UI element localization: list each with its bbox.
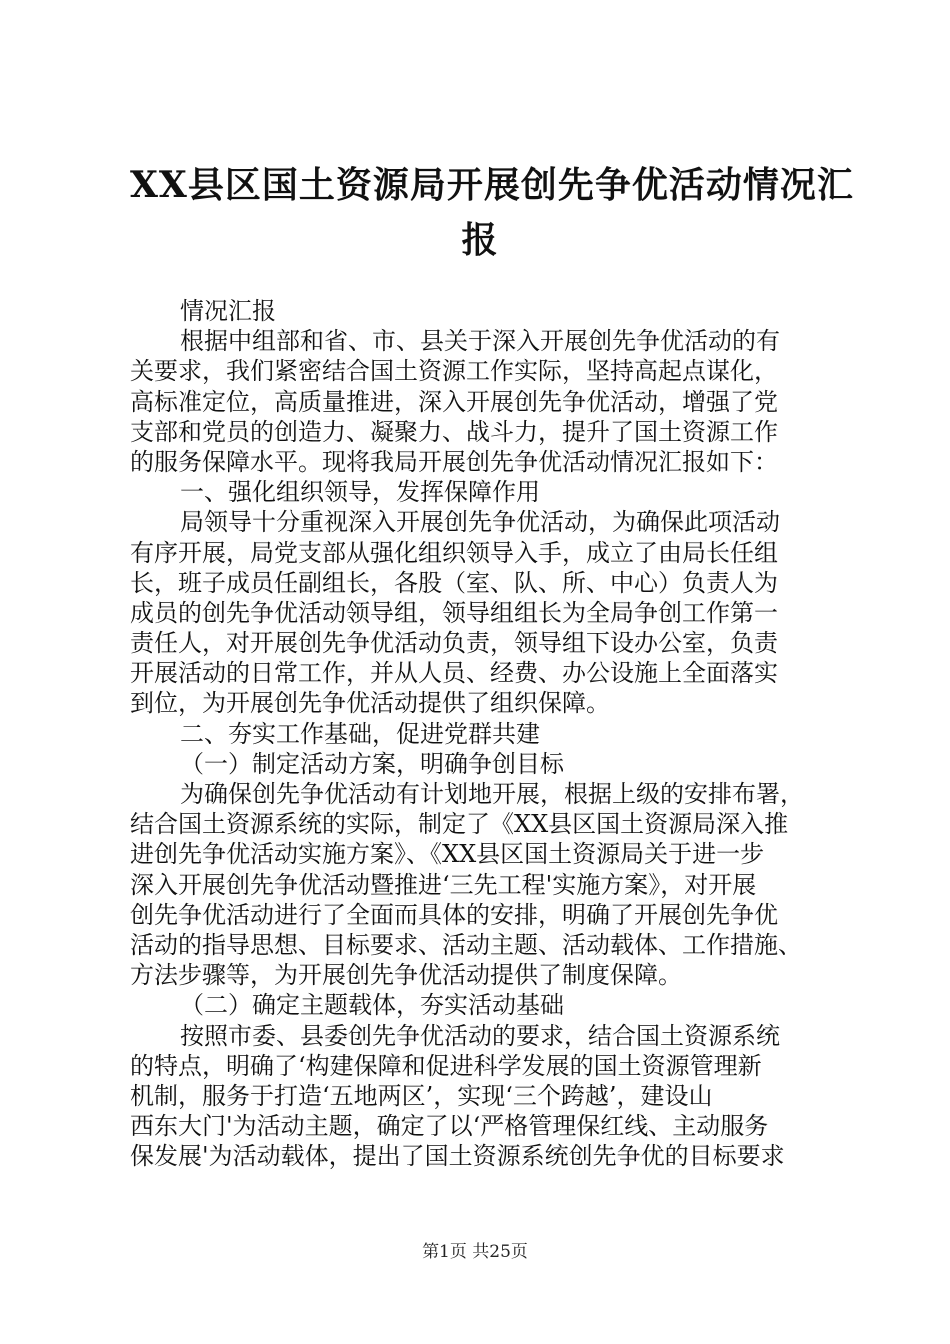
body-line: 保发展'为活动载体，提出了国土资源系统创先争优的目标要求	[130, 1142, 785, 1171]
body-line: 情况汇报	[180, 297, 276, 325]
body-line: 到位，为开展创先争优活动提供了组织保障。	[130, 689, 610, 718]
body-line: 结合国土资源系统的实际，制定了《XX县区国土资源局深入推	[130, 810, 789, 839]
body-line: 根据中组部和省、市、县关于深入开展创先争优活动的有	[180, 327, 780, 356]
body-line: 为确保创先争优活动有计划地开展，根据上级的安排布署，	[180, 780, 804, 808]
body-line: 责任人，对开展创先争优活动负责，领导组下设办公室，负责	[130, 629, 778, 658]
body-line: 的特点，明确了‘构建保障和促进科学发展的国土资源管理新	[130, 1051, 762, 1080]
body-line: 机制，服务于打造‘五地两区’，实现‘三个跨越’，建设山	[130, 1081, 713, 1110]
body-line: 活动的指导思想、目标要求、活动主题、活动载体、工作措施、	[130, 930, 802, 959]
document-title-line-2: 报	[461, 219, 499, 261]
body-line: 关要求，我们紧密结合国土资源工作实际，坚持高起点谋化，	[130, 357, 778, 386]
page-footer: 第1页 共25页	[422, 1242, 528, 1262]
document-title-line-1: XX县区国土资源局开展创先争优活动情况汇	[130, 164, 854, 206]
body-line: 局领导十分重视深入开展创先争优活动，为确保此项活动	[180, 508, 780, 537]
body-line: 深入开展创先争优活动暨推进‘三先工程'实施方案》，对开展	[130, 870, 757, 899]
body-line: 方法步骤等，为开展创先争优活动提供了制度保障。	[130, 961, 682, 990]
body-line: 进创先争优活动实施方案》、《XX县区国土资源局关于进一步	[130, 840, 765, 869]
body-line: 支部和党员的创造力、凝聚力、战斗力，提升了国土资源工作	[130, 417, 778, 446]
body-line: 创先争优活动进行了全面而具体的安排，明确了开展创先争优	[130, 900, 778, 929]
body-line: 高标准定位，高质量推进，深入开展创先争优活动，增强了党	[130, 387, 778, 416]
body-line: 一、强化组织领导，发挥保障作用	[180, 478, 540, 507]
body-line: 成员的创先争优活动领导组，领导组组长为全局争创工作第一	[130, 598, 778, 627]
body-line: 按照市委、县委创先争优活动的要求，结合国土资源系统	[180, 1021, 780, 1050]
body-line: 的服务保障水平。现将我局开展创先争优活动情况汇报如下：	[130, 447, 778, 476]
body-line: 长，班子成员任副组长，各股（室、队、所、中心）负责人为	[130, 568, 778, 597]
body-line: 有序开展，局党支部从强化组织领导入手，成立了由局长任组	[130, 538, 778, 567]
body-line: 西东大门'为活动主题，确定了以‘严格管理保红线、主动服务	[130, 1112, 769, 1141]
document-body	[130, 296, 835, 1171]
body-line: （二）确定主题载体，夯实活动基础	[180, 991, 564, 1020]
body-line: （一）制定活动方案，明确争创目标	[180, 749, 564, 778]
body-line: 二、夯实工作基础，促进党群共建	[180, 719, 540, 748]
body-line: 开展活动的日常工作，并从人员、经费、办公设施上全面落实	[130, 659, 778, 688]
